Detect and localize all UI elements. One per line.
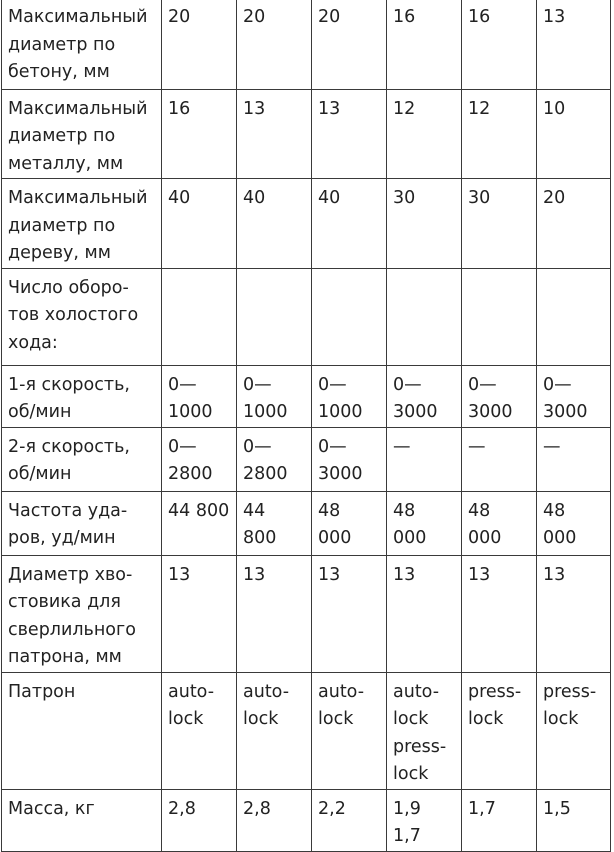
table-row xyxy=(2,179,611,269)
cell-value: 13 xyxy=(312,89,387,179)
cell-value: 20 xyxy=(537,179,611,269)
cell-value: 13 xyxy=(312,555,387,672)
param-label: Максимальный диаметр по металлу, мм xyxy=(2,89,162,179)
table-row xyxy=(2,789,611,851)
cell-value: 48 000 xyxy=(312,491,387,555)
cell-value: auto- lock press- lock xyxy=(387,672,462,789)
cell-value: 44 800 xyxy=(237,491,312,555)
param-label: 2-я скорость, об/мин xyxy=(2,427,162,491)
cell-value: 16 xyxy=(387,0,462,89)
cell-value xyxy=(387,268,462,365)
cell-value: 0— 2800 xyxy=(237,427,312,491)
cell-value xyxy=(237,268,312,365)
cell-value: 2,8 xyxy=(237,789,312,851)
cell-value: 13 xyxy=(162,555,237,672)
cell-value: 2,2 xyxy=(312,789,387,851)
cell-value: 12 xyxy=(387,89,462,179)
cell-value: — xyxy=(387,427,462,491)
cell-value: 0— 1000 xyxy=(162,365,237,427)
cell-value: 0— 3000 xyxy=(462,365,537,427)
cell-value: 40 xyxy=(237,179,312,269)
cell-value: 13 xyxy=(537,0,611,89)
table-row xyxy=(2,365,611,427)
cell-value: 12 xyxy=(462,89,537,179)
param-label: Патрон xyxy=(2,672,162,789)
cell-value: — xyxy=(462,427,537,491)
cell-value: press- lock xyxy=(462,672,537,789)
cell-value xyxy=(537,268,611,365)
cell-value: 0— 3000 xyxy=(387,365,462,427)
cell-value xyxy=(162,268,237,365)
cell-value xyxy=(462,268,537,365)
cell-value: 13 xyxy=(237,555,312,672)
cell-value: 48 000 xyxy=(387,491,462,555)
spec-table xyxy=(1,0,611,852)
cell-value: 0— 2800 xyxy=(162,427,237,491)
param-label: Масса, кг xyxy=(2,789,162,851)
cell-value: 0— 3000 xyxy=(537,365,611,427)
cell-value: 13 xyxy=(537,555,611,672)
cell-value: 20 xyxy=(312,0,387,89)
cell-value: 0— 3000 xyxy=(312,427,387,491)
cell-value: 16 xyxy=(462,0,537,89)
cell-value: auto- lock xyxy=(162,672,237,789)
table-row xyxy=(2,268,611,365)
cell-value: 16 xyxy=(162,89,237,179)
param-label: Частота уда- ров, уд/мин xyxy=(2,491,162,555)
cell-value: 1,5 xyxy=(537,789,611,851)
cell-value: 44 800 xyxy=(162,491,237,555)
cell-value: press- lock xyxy=(537,672,611,789)
cell-value: 48 000 xyxy=(537,491,611,555)
cell-value: 20 xyxy=(162,0,237,89)
cell-value: 13 xyxy=(387,555,462,672)
cell-value: 0— 1000 xyxy=(237,365,312,427)
cell-value: 13 xyxy=(237,89,312,179)
cell-value: 48 000 xyxy=(462,491,537,555)
cell-value: 30 xyxy=(462,179,537,269)
cell-value: 40 xyxy=(162,179,237,269)
cell-value: auto- lock xyxy=(312,672,387,789)
cell-value: 1,9 1,7 xyxy=(387,789,462,851)
cell-value: 1,7 xyxy=(462,789,537,851)
cell-value: 30 xyxy=(387,179,462,269)
param-label: Максимальный диаметр по бетону, мм xyxy=(2,0,162,89)
table-row xyxy=(2,672,611,789)
cell-value: 20 xyxy=(237,0,312,89)
cell-value: — xyxy=(537,427,611,491)
cell-value: 2,8 xyxy=(162,789,237,851)
table-row xyxy=(2,555,611,672)
table-row xyxy=(2,0,611,89)
cell-value: 0— 1000 xyxy=(312,365,387,427)
param-label: Максимальный диаметр по дереву, мм xyxy=(2,179,162,269)
cell-value: 13 xyxy=(462,555,537,672)
table-row xyxy=(2,89,611,179)
cell-value: auto- lock xyxy=(237,672,312,789)
cell-value xyxy=(312,268,387,365)
cell-value: 40 xyxy=(312,179,387,269)
cell-value: 10 xyxy=(537,89,611,179)
param-label: Число оборо- тов холостого хода: xyxy=(2,268,162,365)
table-row xyxy=(2,427,611,491)
param-label: 1-я скорость, об/мин xyxy=(2,365,162,427)
table-row xyxy=(2,491,611,555)
param-label: Диаметр хво- стовика для сверлильного патрона, мм xyxy=(2,555,162,672)
